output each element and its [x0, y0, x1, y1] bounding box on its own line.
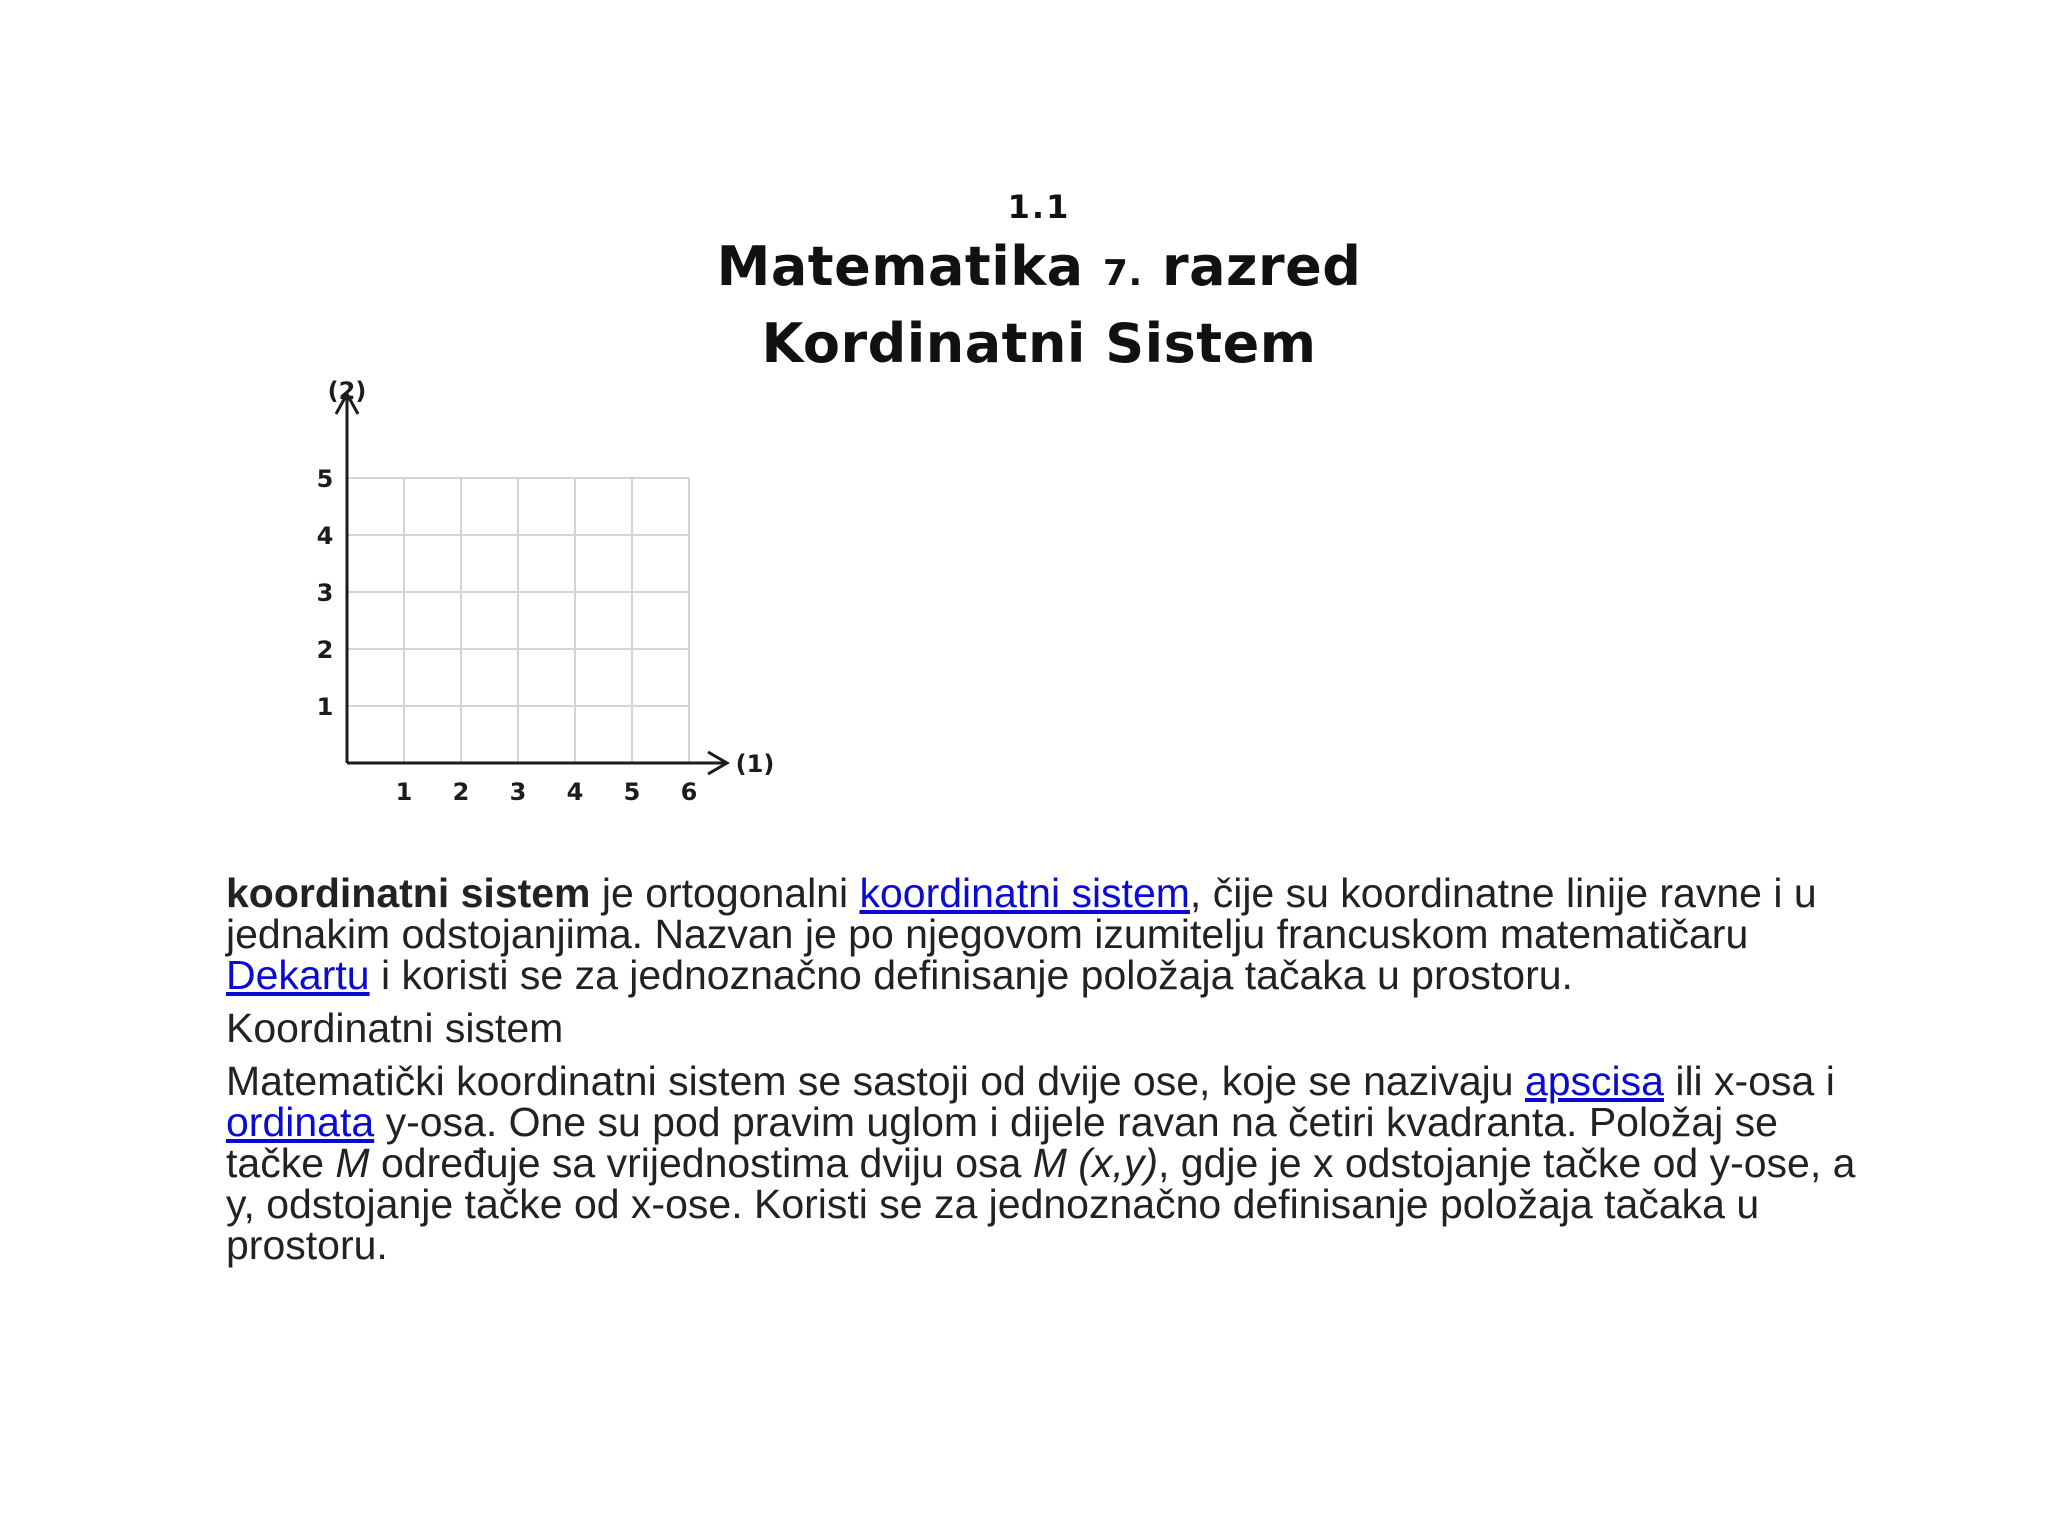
section-number: 1.1 — [1007, 188, 1071, 226]
y-tick-label: 2 — [316, 636, 334, 664]
x-tick-label: 3 — [509, 778, 527, 806]
y-tick-label: 3 — [316, 579, 334, 607]
y-tick-labels — [317, 465, 334, 721]
grid-lines — [347, 478, 689, 763]
y-tick-label: 4 — [316, 522, 334, 550]
article-content — [226, 870, 1866, 1268]
page-title — [0, 232, 2048, 309]
para3-text3: y-osa. One su pod pravim uglom i dijele ravan na četiri kvadranta. Položaj se tačke — [226, 1099, 1778, 1186]
title-subject: Matematika — [716, 235, 1084, 298]
para3-text2: ili x-osa i — [1663, 1058, 1835, 1104]
point-m-xy: M (x,y) — [1032, 1140, 1158, 1186]
y-tick-label: 5 — [316, 465, 334, 493]
paragraph-explanation — [226, 1058, 1866, 1268]
para3-text5: , gdje je x odstojanje tačke od y-ose, a y, odstojanje tačke od x-ose. Koristi se za jednoznačno definisanje položaja tačaka u prostoru. — [226, 1140, 1856, 1268]
x-tick-label: 1 — [395, 778, 413, 806]
link-dekartu[interactable]: Dekartu — [226, 952, 370, 998]
para3-text1: Matematički koordinatni sistem se sastoji od dvije ose, koje se nazivaju — [226, 1058, 1525, 1104]
page-subtitle: Kordinatni Sistem — [761, 312, 1317, 375]
x-tick-label: 5 — [623, 778, 641, 806]
para3-text4: određuje sa vrijednostima dviju osa — [369, 1140, 1033, 1186]
coordinate-grid-figure — [290, 380, 810, 830]
x-tick-label: 6 — [680, 778, 698, 806]
y-axis-label: (2) — [327, 380, 367, 405]
para1-text2: , čije su koordinatne linije ravne i u jednakim odstojanjima. Nazvan je po njegovom izumitelju francuskom matematičaru — [226, 870, 1817, 957]
paragraph-definition — [226, 870, 1866, 998]
paragraph-heading: Koordinatni sistem — [226, 1005, 564, 1051]
term-bold: koordinatni sistem — [226, 870, 591, 916]
point-m: M — [335, 1140, 370, 1186]
y-tick-label: 1 — [316, 693, 334, 721]
x-tick-label: 4 — [566, 778, 584, 806]
coordinate-grid — [290, 380, 810, 830]
page-header — [0, 182, 2048, 379]
link-ordinata[interactable]: ordinata — [226, 1099, 375, 1145]
para1-text3: i koristi se za jednoznačno definisanje položaja tačaka u prostoru. — [369, 952, 1573, 998]
link-apscisa[interactable]: apscisa — [1524, 1058, 1664, 1104]
x-tick-labels — [396, 778, 698, 806]
x-tick-label: 2 — [452, 778, 470, 806]
title-grade: 7. — [1102, 253, 1143, 294]
x-axis-label: (1) — [735, 750, 775, 778]
title-razred: razred — [1161, 235, 1362, 298]
para1-text1: je ortogonalni — [590, 870, 860, 916]
link-koordinatni-sistem[interactable]: koordinatni sistem — [859, 870, 1190, 916]
